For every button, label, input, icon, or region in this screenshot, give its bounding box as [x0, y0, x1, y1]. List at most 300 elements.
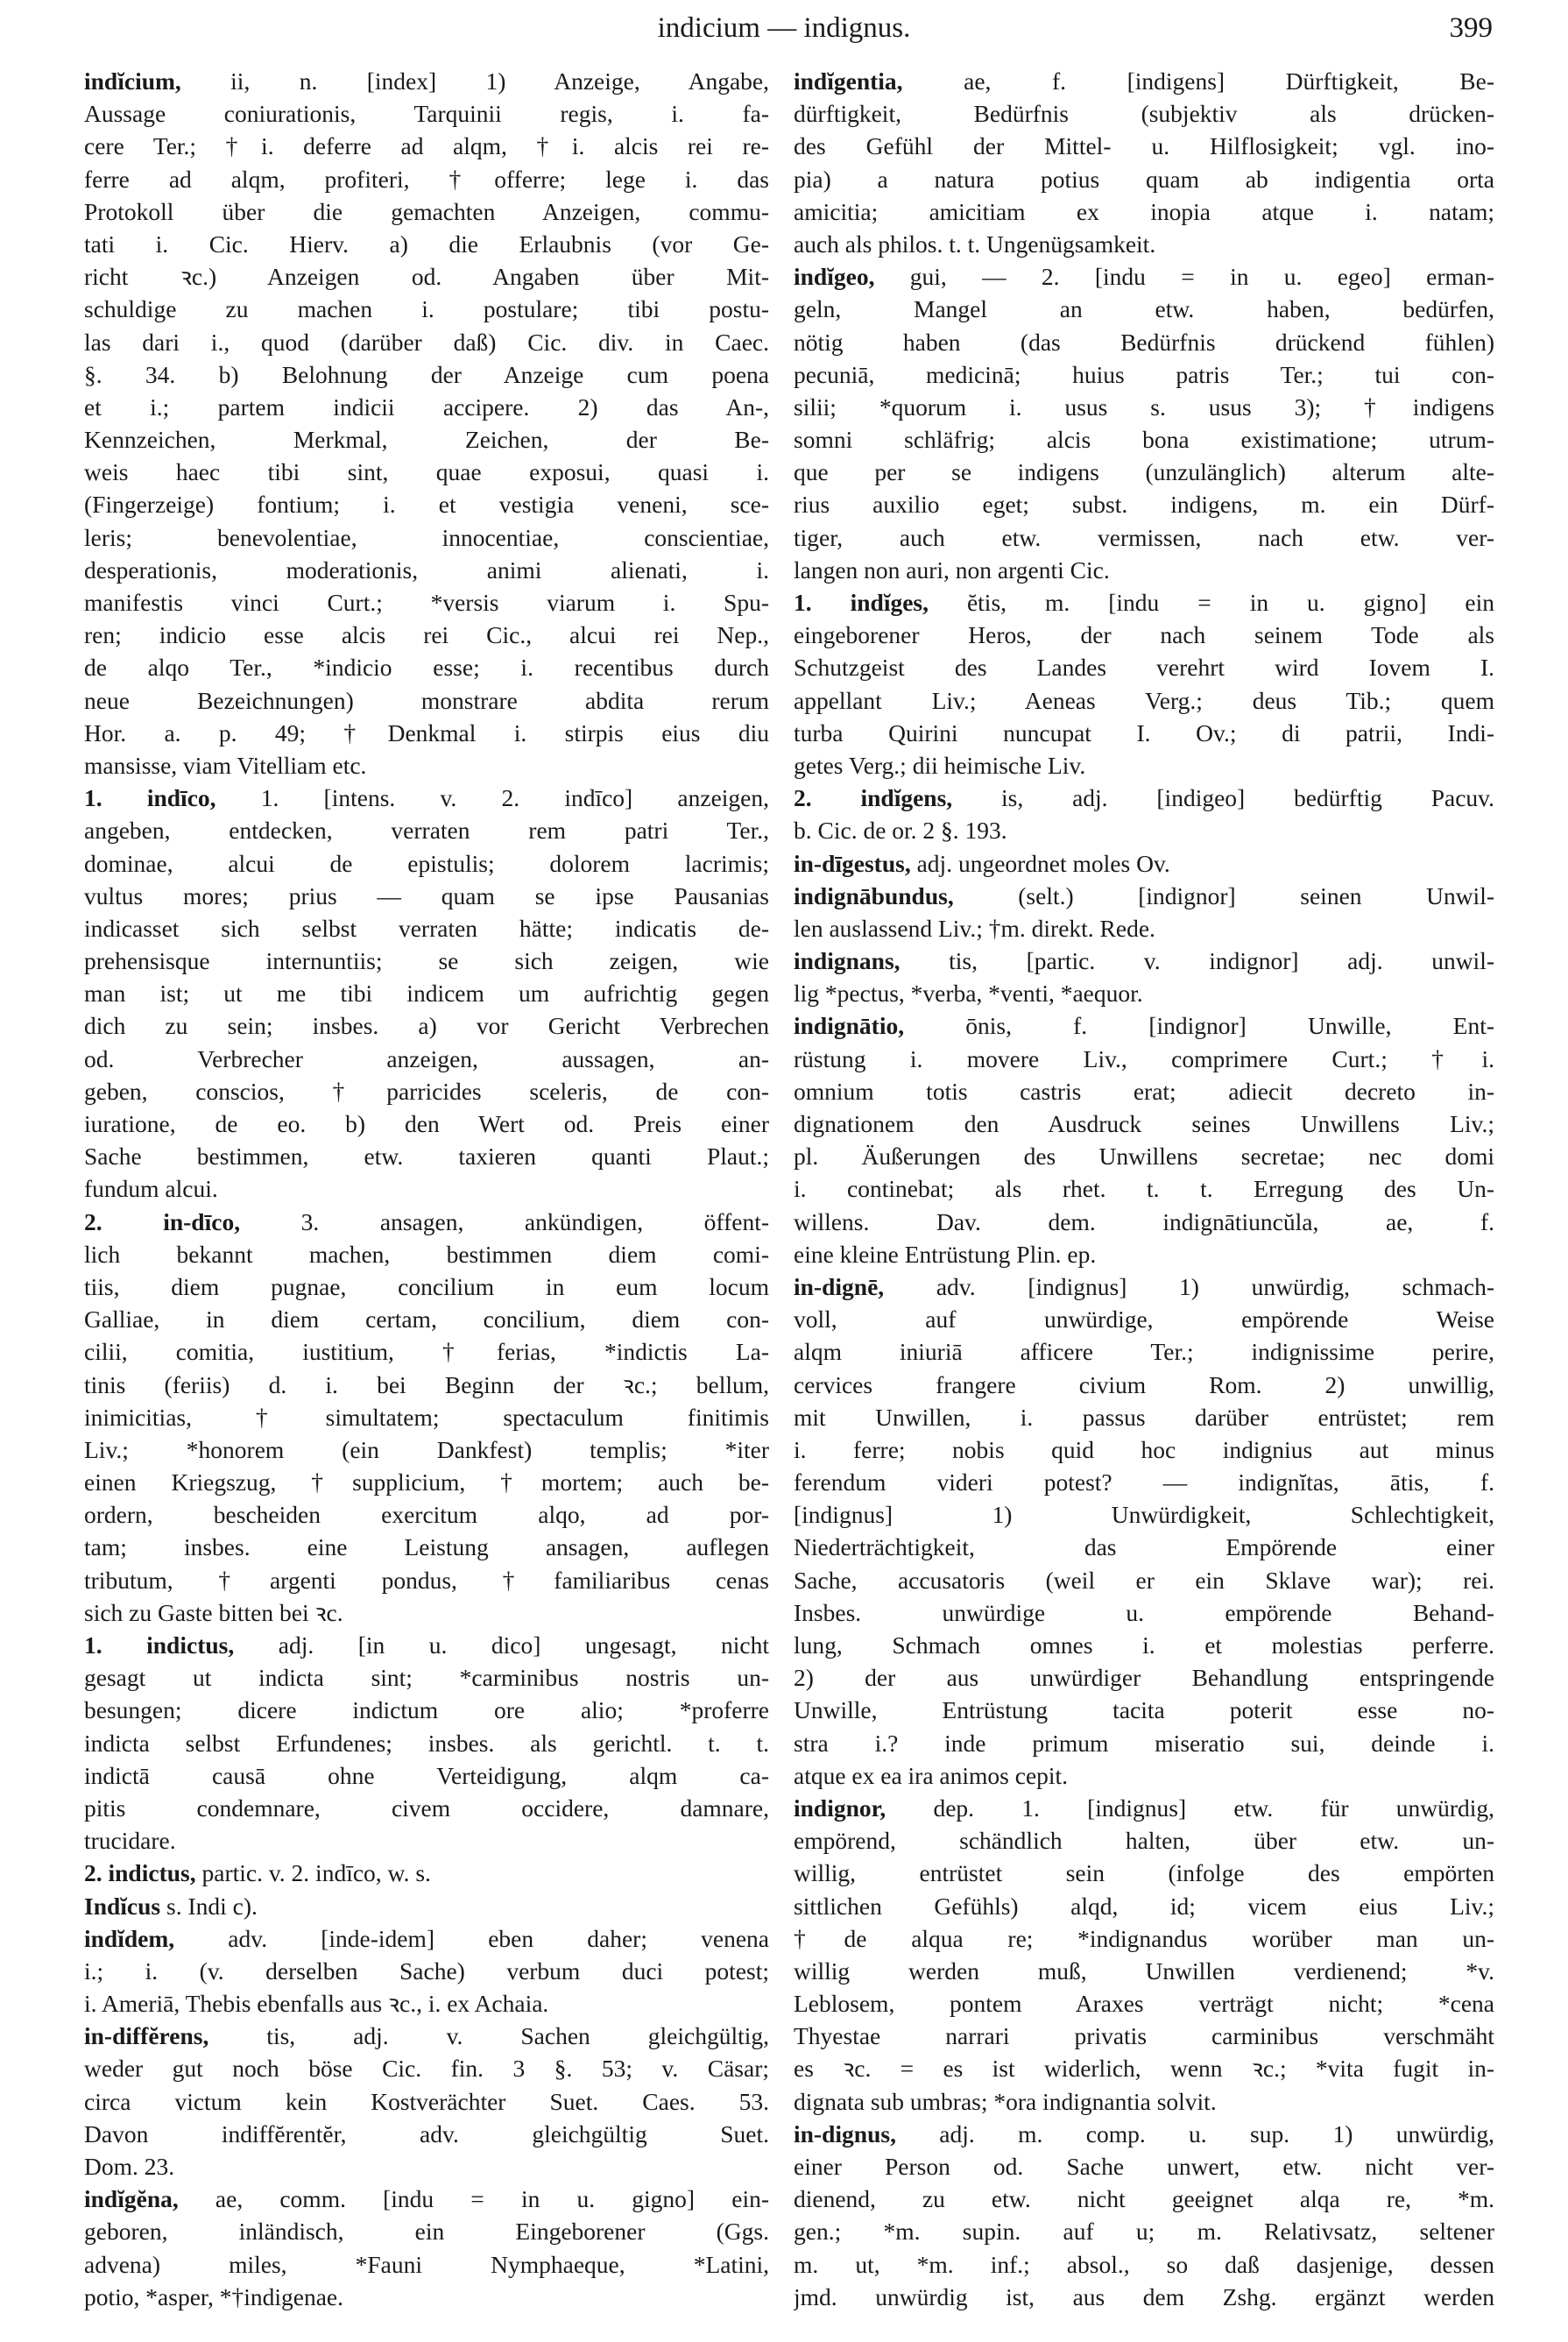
entry-text: geln, Mangel an etw. haben, bedürfen, — [794, 295, 1494, 323]
entry-line — [84, 260, 769, 293]
entry-line — [794, 1206, 1494, 1238]
entry-text: indictā causā ohne Verteidigung, alqm ca- — [84, 1761, 769, 1789]
entry-line — [794, 1433, 1494, 1466]
entry-first-line — [794, 782, 1494, 814]
entry-line — [84, 1661, 769, 1694]
entry-line — [84, 1531, 769, 1563]
entry-first-line — [84, 1206, 769, 1238]
entry-line — [794, 1335, 1494, 1368]
page-number: 399 — [1449, 12, 1493, 44]
entry-line — [794, 1987, 1494, 2020]
entry-line — [84, 945, 769, 977]
entry-first-line — [84, 782, 769, 814]
headword: indĭcium, — [84, 67, 181, 95]
entry-line — [794, 2215, 1494, 2247]
entry-first-line — [84, 1629, 769, 1661]
entry-line — [84, 2150, 769, 2183]
entry-line — [794, 651, 1494, 683]
entry-line — [84, 717, 769, 749]
entry-text: sich zu Gaste bitten bei ꝛc. — [84, 1598, 343, 1626]
entry-text: adj. [in u. dico] ungesagt, nicht — [234, 1631, 769, 1659]
entry-text: 1. [intens. v. 2. indīco] anzeigen, — [215, 784, 769, 812]
entry-text: Galliae, in diem certam, concilium, diem con- — [84, 1305, 769, 1334]
entry-line — [84, 97, 769, 130]
entry-text: tiis, diem pugnae, concilium in eum locum — [84, 1272, 769, 1300]
headword: Indĭcus — [84, 1892, 161, 1920]
entry-text: potio, *asper, *†indigenae. — [84, 2282, 343, 2310]
entry-first-line — [794, 1009, 1494, 1042]
entry-text: adv. [indignus] 1) unwürdig, schmach- — [884, 1272, 1494, 1300]
entry-line — [794, 326, 1494, 358]
entry-text: dep. 1. [indignus] etw. für unwürdig, — [886, 1794, 1494, 1822]
entry-text: i. continebat; als rhet. t. t. Erregung des Un- — [794, 1175, 1494, 1203]
entry-line — [794, 195, 1494, 228]
entry-line — [84, 358, 769, 391]
entry-text: †de alqua re; *indignandus worüber man un- — [794, 1924, 1494, 1952]
entry-text: pecuniā, medicinā; huius patris Ter.; tui con- — [794, 360, 1494, 388]
left-column — [84, 65, 769, 2313]
entry-text: dignata sub umbras; *ora indignantia solvit. — [794, 2087, 1217, 2115]
headword: 2. in-dīco, — [84, 1207, 241, 1235]
entry-text: Kennzeichen, Merkmal, Zeichen, der Be- — [84, 426, 769, 454]
entry-line — [794, 554, 1494, 586]
entry-line — [84, 228, 769, 260]
headword: indignor, — [794, 1794, 886, 1822]
entry-line — [794, 1531, 1494, 1563]
entry-text: Aussage coniurationis, Tarquinii regis, i. fa- — [84, 100, 769, 128]
entry-first-line — [84, 1857, 769, 1889]
entry-line — [794, 1824, 1494, 1857]
headword: indĭdem, — [84, 1924, 175, 1952]
headword: in-dīgestus, — [794, 849, 911, 877]
entry-line — [84, 326, 769, 358]
entry-line — [84, 423, 769, 456]
entry-text: is, adj. [indigeo] bedürftig Pacuv. — [952, 784, 1494, 812]
entry-line — [794, 2052, 1494, 2084]
entry-line — [794, 1303, 1494, 1335]
entry-text: Liv.; *honorem (ein Dankfest) templis; *iter — [84, 1435, 769, 1463]
entry-line — [84, 1792, 769, 1824]
entry-text: langen non auri, non argenti Cic. — [794, 555, 1110, 584]
entry-text: somni schläfrig; alcis bona existimatione; utrum- — [794, 426, 1494, 454]
entry-line — [84, 130, 769, 162]
entry-line — [794, 1140, 1494, 1172]
entry-first-line — [794, 1270, 1494, 1303]
entry-first-line — [794, 260, 1494, 293]
entry-text: willens. Dav. dem. indignātiuncŭla, ae, f. — [794, 1207, 1494, 1235]
entry-line — [794, 2085, 1494, 2118]
entry-text: Hor. a. p. 49; †Denkmal i. stirpis eius diu — [84, 718, 769, 746]
entry-line — [84, 1694, 769, 1726]
entry-text: circa victum kein Kostverächter Suet. Caes. 53. — [84, 2087, 769, 2115]
entry-text: stra i.? inde primum miseratio sui, deinde i. — [794, 1729, 1494, 1757]
entry-text: fundum alcui. — [84, 1175, 218, 1203]
entry-text: mansisse, viam Vitelliam etc. — [84, 751, 367, 779]
entry-text: voll, auf unwürdige, empörende Weise — [794, 1305, 1494, 1334]
entry-line — [794, 1727, 1494, 1759]
entry-first-line — [794, 65, 1494, 97]
entry-text: gen.; *m. supin. auf u; m. Relativsatz, seltener — [794, 2218, 1494, 2246]
entry-line — [84, 2215, 769, 2247]
entry-line — [794, 2281, 1494, 2313]
entry-line — [84, 1075, 769, 1107]
entry-text: auch als philos. t. t. Ungenügsamkeit. — [794, 230, 1156, 258]
entry-text: ĕtis, m. [indu = in u. gigno] ein — [929, 589, 1494, 616]
entry-text: Thyestae narrari privatis carminibus verschmäht — [794, 2022, 1494, 2050]
entry-line — [794, 1857, 1494, 1889]
entry-line — [794, 521, 1494, 554]
entry-text: Niederträchtigkeit, das Empörende einer — [794, 1533, 1494, 1561]
entry-text: cilii, comitia, iustitium, †ferias, *indictis La- — [84, 1338, 769, 1366]
entry-text: tis, [partic. v. indignor] adj. unwil- — [900, 947, 1494, 975]
entry-text: las dari i., quod (darüber daß) Cic. div. in Caec. — [84, 328, 769, 356]
entry-text: des Gefühl der Mittel- u. Hilflosigkeit; vgl. ino- — [794, 132, 1494, 160]
headword: 1. indictus, — [84, 1631, 235, 1659]
entry-line — [794, 163, 1494, 195]
entry-line — [794, 2248, 1494, 2281]
entry-line — [794, 1629, 1494, 1661]
entry-text: indicta selbst Erfundenes; insbes. als gerichtl. t. t. — [84, 1729, 769, 1757]
headword: indignābundus, — [794, 881, 954, 909]
entry-text: cervices frangere civium Rom. 2) unwillig, — [794, 1370, 1494, 1398]
entry-line — [84, 1466, 769, 1498]
entry-text: omnium totis castris erat; adiecit decreto in- — [794, 1077, 1494, 1105]
entry-text: len auslassend Liv.; †m. direkt. Rede. — [794, 914, 1155, 942]
entry-line — [84, 749, 769, 782]
entry-line — [84, 1270, 769, 1303]
entry-line — [794, 488, 1494, 520]
entry-text: getes Verg.; dii heimische Liv. — [794, 751, 1086, 779]
entry-line — [84, 1759, 769, 1792]
entry-text: advena) miles, *Fauni Nymphaeque, *Latini, — [84, 2250, 769, 2278]
entry-line — [794, 1661, 1494, 1694]
entry-text: weder gut noch böse Cic. fin. 3 §. 53; v. Cäsar; — [84, 2055, 769, 2083]
entry-text: tinis (feriis) d. i. bei Beginn der ꝛc.; bellum, — [84, 1370, 769, 1398]
entry-line — [84, 2085, 769, 2118]
entry-text: Sache, accusatoris (weil er ein Sklave war); rei. — [794, 1566, 1494, 1594]
entry-line — [794, 358, 1494, 391]
entry-line — [84, 912, 769, 945]
entry-first-line — [794, 880, 1494, 912]
entry-line — [84, 1303, 769, 1335]
entry-line — [84, 1140, 769, 1172]
entry-text: ae, f. [indigens] Dürftigkeit, Be- — [902, 67, 1494, 95]
entry-text: [indignus] 1) Unwürdigkeit, Schlechtigkeit, — [794, 1501, 1494, 1529]
entry-text: man ist; ut me tibi indicem um aufrichtig gegen — [84, 980, 769, 1008]
entry-line — [84, 847, 769, 880]
entry-line — [84, 195, 769, 228]
entry-text: et i.; partem indicii accipere. 2) das An-, — [84, 393, 769, 421]
entry-text: pl. Äußerungen des Unwillens secretae; nec domi — [794, 1143, 1494, 1171]
entry-text: partic. v. 2. indīco, w. s. — [195, 1859, 431, 1887]
entry-text: jmd. unwürdig ist, aus dem Zshg. ergänzt werden — [794, 2282, 1494, 2310]
entry-line — [84, 521, 769, 554]
entry-text: Sache bestimmen, etw. taxieren quanti Plaut.; — [84, 1143, 769, 1171]
entry-line — [84, 1335, 769, 1368]
entry-text: weis haec tibi sint, quae exposui, quasi i. — [84, 458, 769, 486]
entry-text: es ꝛc. = es ist widerlich, wenn ꝛc.; *vita fugit in- — [794, 2055, 1494, 2083]
entry-text: b. Cic. de or. 2 §. 193. — [794, 817, 1007, 845]
entry-text: dignationem den Ausdruck seines Unwillens Liv.; — [794, 1110, 1494, 1137]
entry-text: indicasset sich selbst verraten hätte; indicatis de- — [84, 914, 769, 942]
entry-first-line — [84, 65, 769, 97]
entry-line — [84, 1596, 769, 1629]
entry-text: neue Bezeichnungen) monstrare abdita rerum — [84, 686, 769, 714]
entry-text: cere Ter.; †i. deferre ad alqm, †i. alcis rei re- — [84, 132, 769, 160]
entry-text: inimicitias, †simultatem; spectaculum finitimis — [84, 1403, 769, 1431]
entry-text: dienend, zu etw. nicht geeignet alqa re, *m. — [794, 2185, 1494, 2213]
entry-line — [794, 1955, 1494, 1987]
entry-text: atque ex ea ira animos cepit. — [794, 1761, 1069, 1789]
entry-text: ferendum videri potest? — indignĭtas, ātis, f. — [794, 1468, 1494, 1496]
entry-text: einen Kriegszug, †supplicium, †mortem; auch be- — [84, 1468, 769, 1496]
entry-text: Insbes. unwürdige u. empörende Behand- — [794, 1598, 1494, 1626]
entry-line — [794, 423, 1494, 456]
entry-line — [794, 391, 1494, 423]
entry-text: vultus mores; prius — quam se ipse Pausanias — [84, 881, 769, 909]
entry-text: 2) der aus unwürdiger Behandlung entspringende — [794, 1664, 1494, 1692]
entry-text: amicitia; amicitiam ex inopia atque i. natam; — [794, 197, 1494, 225]
entry-text: desperationis, moderationis, animi alienati, i. — [84, 555, 769, 584]
entry-text: rius auxilio eget; subst. indigens, m. ein Dürf- — [794, 491, 1494, 519]
entry-line — [84, 1955, 769, 1987]
entry-text: dürftigkeit, Bedürfnis (subjektiv als drücken- — [794, 100, 1494, 128]
entry-line — [84, 293, 769, 325]
entry-text: besungen; dicere indictum ore alio; *proferre — [84, 1696, 769, 1724]
entry-text: Leblosem, pontem Araxes verträgt nicht; *cena — [794, 1990, 1494, 2018]
entry-line — [794, 1369, 1494, 1401]
entry-line — [794, 1043, 1494, 1075]
entry-line — [84, 1727, 769, 1759]
entry-line — [84, 163, 769, 195]
entry-text: dich zu sein; insbes. a) vor Gericht Verbrechen — [84, 1012, 769, 1040]
entry-text: lig *pectus, *verba, *venti, *aequor. — [794, 980, 1143, 1008]
entry-text: s. Indi c). — [160, 1892, 258, 1920]
entry-text: pia) a natura potius quam ab indigentia orta — [794, 165, 1494, 193]
entry-line — [84, 1009, 769, 1042]
headword: indignans, — [794, 947, 901, 975]
entry-first-line — [84, 2183, 769, 2215]
entry-line — [794, 1890, 1494, 1922]
entry-text: willig, entrüstet sein (infolge des empörten — [794, 1859, 1494, 1887]
entry-text: rüstung i. movere Liv., comprimere Curt.; †i. — [794, 1044, 1494, 1072]
entry-text: silii; *quorum i. usus s. usus 3); †indigens — [794, 393, 1494, 421]
entry-text: ordern, bescheiden exercitum alqo, ad por- — [84, 1501, 769, 1529]
entry-line — [84, 1498, 769, 1531]
entry-first-line — [84, 2020, 769, 2052]
entry-line — [794, 1922, 1494, 1955]
entry-text: ae, comm. [indu = in u. gigno] ein- — [178, 2185, 769, 2213]
entry-text: od. Verbrecher anzeigen, aussagen, an- — [84, 1044, 769, 1072]
entry-text: willig werden muß, Unwillen verdienend; *v. — [794, 1956, 1494, 1985]
entry-line — [794, 456, 1494, 488]
entry-line — [794, 228, 1494, 260]
entry-text: (Fingerzeige) fontium; i. et vestigia veneni, sce- — [84, 491, 769, 519]
entry-line — [794, 1075, 1494, 1107]
entry-first-line — [84, 1922, 769, 1955]
entry-line — [84, 684, 769, 717]
headword: 2. indĭgens, — [794, 784, 953, 812]
entry-text: i.; i. (v. derselben Sache) verbum duci potest; — [84, 1956, 769, 1985]
running-header: indicium — indignus. — [657, 12, 911, 44]
entry-first-line — [794, 1792, 1494, 1824]
entry-text: gesagt ut indicta sint; *carminibus nostris un- — [84, 1664, 769, 1692]
entry-text: Unwille, Entrüstung tacita poterit esse no- — [794, 1696, 1494, 1724]
entry-line — [794, 1759, 1494, 1792]
entry-text: que per se indigens (unzulänglich) alterum alte- — [794, 458, 1494, 486]
entry-text: tributum, †argenti pondus, †familiaribus cenas — [84, 1566, 769, 1594]
entry-line — [84, 2052, 769, 2084]
entry-line — [794, 1498, 1494, 1531]
entry-line — [84, 2281, 769, 2313]
headword: indignātio, — [794, 1012, 905, 1040]
entry-line — [84, 456, 769, 488]
entry-line — [84, 1824, 769, 1857]
entry-text: turba Quirini nuncupat I. Ov.; di patrii, Indi- — [794, 718, 1494, 746]
entry-text: lich bekannt machen, bestimmen diem comi- — [84, 1240, 769, 1268]
entry-line — [794, 1564, 1494, 1596]
entry-line — [794, 1107, 1494, 1140]
entry-line — [84, 977, 769, 1009]
entry-line — [794, 1401, 1494, 1433]
entry-text: i. ferre; nobis quid hoc indignius aut minus — [794, 1435, 1494, 1463]
headword: indĭgĕna, — [84, 2185, 179, 2213]
entry-line — [84, 1043, 769, 1075]
entry-first-line — [794, 586, 1494, 619]
entry-line — [84, 2118, 769, 2150]
headword: in-diffĕrens, — [84, 2022, 209, 2050]
entry-text: sittlichen Gefühls) alqd, id; vicem eius Liv.; — [794, 1892, 1494, 1920]
entry-text: Davon indiffĕrentĕr, adv. gleichgültig Suet. — [84, 2119, 769, 2147]
entry-text: tati i. Cic. Hierv. a) die Erlaubnis (vor Ge- — [84, 230, 769, 258]
entry-line — [84, 1987, 769, 2020]
entry-line — [84, 1564, 769, 1596]
headword: 1. indĭges, — [794, 589, 929, 616]
headword: 1. indīco, — [84, 784, 216, 812]
entry-text: richt ꝛc.) Anzeigen od. Angaben über Mit- — [84, 263, 769, 291]
entry-text: einer Person od. Sache unwert, etw. nicht ver- — [794, 2153, 1494, 2180]
entry-line — [794, 619, 1494, 651]
entry-line — [84, 619, 769, 651]
entry-text: alqm iniuriā afficere Ter.; indignissime perire, — [794, 1338, 1494, 1366]
entry-line — [794, 2150, 1494, 2183]
entry-line — [84, 880, 769, 912]
entry-line — [84, 391, 769, 423]
entry-text: eingeborener Heros, der nach seinem Tode als — [794, 621, 1494, 649]
headword: indĭgeo, — [794, 263, 875, 291]
entry-text: mit Unwillen, i. passus darüber entrüstet; rem — [794, 1403, 1494, 1431]
entry-line — [794, 2020, 1494, 2052]
entry-text: adv. [inde-idem] eben daher; venena — [174, 1924, 769, 1952]
entry-text: tam; insbes. eine Leistung ansagen, auflegen — [84, 1533, 769, 1561]
entry-text: pitis condemnare, civem occidere, damnare, — [84, 1794, 769, 1822]
entry-text: adj. ungeordnet moles Ov. — [910, 849, 1170, 877]
entry-first-line — [794, 2118, 1494, 2150]
entry-text: appellant Liv.; Aeneas Verg.; deus Tib.; quem — [794, 686, 1494, 714]
right-column — [794, 65, 1494, 2313]
headword: 2. indictus, — [84, 1859, 196, 1887]
entry-text: Schutzgeist des Landes verehrt wird Iovem I. — [794, 654, 1494, 682]
entry-text: schuldige zu machen i. postulare; tibi postu- — [84, 295, 769, 323]
entry-text: dominae, alcui de epistulis; dolorem lacrimis; — [84, 849, 769, 877]
entry-line — [794, 1596, 1494, 1629]
entry-line — [84, 488, 769, 520]
entry-line — [84, 814, 769, 846]
entry-text: m. ut, *m. inf.; absol., so daß dasjenige, dessen — [794, 2250, 1494, 2278]
entry-line — [794, 684, 1494, 717]
entry-line — [794, 814, 1494, 846]
entry-first-line — [794, 847, 1494, 880]
entry-text: manifestis vinci Curt.; *versis viarum i. Spu- — [84, 589, 769, 616]
entry-text: (selt.) [indignor] seinen Unwil- — [953, 881, 1494, 909]
entry-line — [794, 912, 1494, 945]
entry-first-line — [84, 1890, 769, 1922]
entry-line — [84, 1433, 769, 1466]
entry-line — [794, 1694, 1494, 1726]
entry-line — [794, 717, 1494, 749]
entry-text: ren; indicio esse alcis rei Cic., alcui rei Nep., — [84, 621, 769, 649]
headword: indĭgentia, — [794, 67, 903, 95]
entry-line — [794, 1466, 1494, 1498]
entry-line — [84, 1401, 769, 1433]
entry-line — [794, 1172, 1494, 1205]
entry-line — [794, 977, 1494, 1009]
entry-text: de alqo Ter., *indicio esse; i. recentibus durch — [84, 654, 769, 682]
entry-line — [794, 293, 1494, 325]
entry-text: Protokoll über die gemachten Anzeigen, commu- — [84, 197, 769, 225]
entry-text: geben, conscios, †parricides sceleris, de con- — [84, 1077, 769, 1105]
entry-line — [84, 1369, 769, 1401]
entry-first-line — [794, 945, 1494, 977]
entry-line — [84, 1107, 769, 1140]
entry-text: adj. m. comp. u. sup. 1) unwürdig, — [895, 2119, 1494, 2147]
entry-text: gui, — 2. [indu = in u. egeo] erman- — [874, 263, 1494, 291]
entry-text: trucidare. — [84, 1827, 176, 1855]
headword: in-dignus, — [794, 2119, 896, 2147]
entry-line — [84, 2248, 769, 2281]
entry-text: lung, Schmach omnes i. et molestias perferre. — [794, 1631, 1494, 1659]
entry-text: eine kleine Entrüstung Plin. ep. — [794, 1240, 1097, 1268]
entry-line — [794, 2183, 1494, 2215]
entry-text: nötig haben (das Bedürfnis drückend fühlen) — [794, 328, 1494, 356]
entry-line — [84, 586, 769, 619]
entry-text: leris; benevolentiae, innocentiae, conscientiae, — [84, 523, 769, 551]
entry-text: iuratione, de eo. b) den Wert od. Preis einer — [84, 1110, 769, 1137]
entry-text: ōnis, f. [indignor] Unwille, Ent- — [904, 1012, 1494, 1040]
entry-text: tiger, auch etw. vermissen, nach etw. ver- — [794, 523, 1494, 551]
entry-text: prehensisque internuntiis; se sich zeigen, wie — [84, 947, 769, 975]
entry-text: angeben, entdecken, verraten rem patri Ter., — [84, 817, 769, 845]
entry-line — [84, 651, 769, 683]
entry-line — [794, 1238, 1494, 1270]
entry-line — [794, 749, 1494, 782]
entry-text: geboren, inländisch, ein Eingeborener (Ggs. — [84, 2218, 769, 2246]
entry-line — [84, 1172, 769, 1205]
entry-line — [84, 1238, 769, 1270]
entry-text: i. Ameriā, Thebis ebenfalls aus ꝛc., i. ex Achaia. — [84, 1990, 549, 2018]
entry-text: empörend, schändlich halten, über etw. un- — [794, 1827, 1494, 1855]
entry-line — [794, 130, 1494, 162]
entry-line — [84, 554, 769, 586]
entry-text: 3. ansagen, ankündigen, öffent- — [240, 1207, 769, 1235]
entry-text: ferre ad alqm, profiteri, †offerre; lege i. das — [84, 165, 769, 193]
headword: in-dignē, — [794, 1272, 885, 1300]
entry-text: Dom. 23. — [84, 2153, 175, 2180]
entry-text: §. 34. b) Belohnung der Anzeige cum poena — [84, 360, 769, 388]
entry-text: ii, n. [index] 1) Anzeige, Angabe, — [180, 67, 769, 95]
entry-text: tis, adj. v. Sachen gleichgültig, — [208, 2022, 769, 2050]
entry-line — [794, 97, 1494, 130]
